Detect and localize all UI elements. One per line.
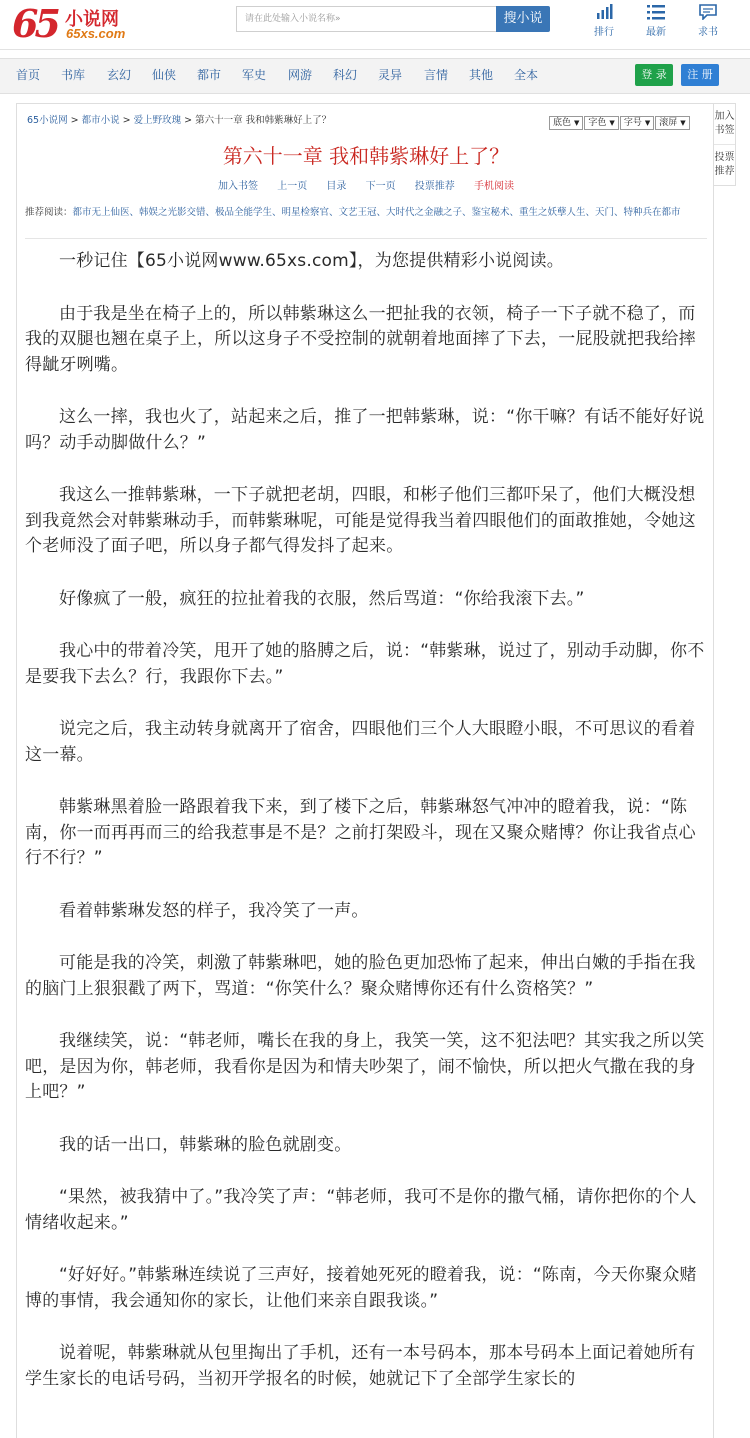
next-page-link[interactable]: 下一页 — [365, 181, 396, 192]
site-logo[interactable] — [12, 2, 142, 46]
ranking-nav[interactable] — [584, 2, 624, 42]
reading-panel — [16, 103, 714, 1438]
nav-item-library[interactable]: 书库 — [61, 68, 86, 82]
breadcrumb-separator: > — [67, 115, 82, 126]
search-button[interactable]: 搜小说 — [496, 6, 550, 32]
logo-url: 65xs.com — [66, 26, 126, 41]
paragraph: 我的话一出口，韩紫琳的脸色就剧变。 — [59, 1134, 352, 1155]
paragraph: 可能是我的冷笑，刺激了韩紫琳吧，她的脸色更加恐怖了起来，伸出白嫩的手指在我的脑门上狠狠戳了两下，骂道：“你笑什么？聚众赌博你还有什么资格笑？” — [25, 953, 696, 999]
vote-recommend-link[interactable]: 投票推荐 — [414, 181, 455, 192]
register-button[interactable]: 注 册 — [681, 64, 719, 86]
paragraph: 我这么一推韩紫琳，一下子就把老胡，四眼，和彬子他们三都吓呆了，他们大概没想到我竟然会对韩紫琳动手，而韩紫琳呢，可能是觉得我当着四眼他们的面敢推她，令她这个老师没了面子吧，所以身子都气得发抖了起来。 — [25, 485, 696, 556]
search-input[interactable]: 请在此处输入小说名称» — [236, 6, 498, 32]
nav-item-urban[interactable]: 都市 — [197, 68, 222, 82]
table-of-contents-link[interactable]: 目录 — [326, 181, 347, 192]
reader-settings — [549, 110, 691, 128]
latest-label: 最新 — [646, 27, 666, 38]
add-bookmark-link[interactable]: 加入书签 — [218, 181, 259, 192]
breadcrumb-site[interactable]: 65小说网 — [27, 115, 68, 126]
paragraph: “果然，被我猜中了。”我冷笑了声：“韩老师，我可不是你的撒气桶，请你把你的个人情绪收起来。” — [25, 1187, 697, 1233]
list-icon — [647, 4, 665, 20]
ranking-label: 排行 — [594, 27, 614, 38]
nav-item-complete[interactable]: 全本 — [514, 68, 539, 82]
breadcrumb — [27, 112, 331, 126]
side-vote-recommend-button[interactable]: 投票推荐 — [714, 152, 735, 177]
auto-scroll-select[interactable] — [655, 116, 689, 130]
recommend-links[interactable]: 都市无上仙医、韩娱之光影交错、极品全能学生、明星检察官、文艺王冠、大时代之金融之子、鉴宝秘术、重生之妖孽人生、天门、特种兵在都市 — [72, 207, 681, 218]
font-size-label: 字号 — [623, 118, 642, 128]
paragraph: “好好好。”韩紫琳连续说了三声好，接着她死死的瞪着我，说：“陈南，今天你聚众赌博的事情，我会通知你的家长，让他们来亲自跟我谈。” — [25, 1265, 697, 1311]
breadcrumb-chapter: 第六十一章 我和韩紫琳好上了？ — [195, 115, 332, 126]
nav-item-home[interactable]: 首页 — [16, 68, 41, 82]
logo-name: 小说网 — [65, 9, 119, 30]
breadcrumb-separator: > — [181, 115, 196, 126]
chevron-down-icon: ▼ — [574, 119, 580, 127]
message-icon — [699, 4, 717, 20]
paragraph: 说完之后，我主动转身就离开了宿舍，四眼他们三个人大眼瞪小眼，不可思议的看着这一幕。 — [25, 719, 696, 765]
chapter-links — [17, 177, 715, 192]
login-button[interactable]: 登 录 — [635, 64, 673, 86]
nav-item-fantasy[interactable]: 玄幻 — [107, 68, 132, 82]
nav-item-other[interactable]: 其他 — [469, 68, 494, 82]
paragraph: 我心中的带着冷笑，甩开了她的胳膊之后，说：“韩紫琳，说过了，别动手动脚，你不是要我下去么？行，我跟你下去。” — [25, 641, 705, 687]
paragraph: 由于我是坐在椅子上的，所以韩紫琳这么一把扯我的衣领，椅子一下子就不稳了，而我的双腿也翘在桌子上，所以这身子不受控制的就朝着地面摔了下去，一屁股就把我给摔得龇牙咧嘴。 — [25, 303, 696, 375]
logo-number: 65 — [12, 1, 57, 46]
font-size-select[interactable] — [620, 116, 654, 130]
chevron-down-icon: ▼ — [609, 119, 615, 127]
divider — [25, 238, 707, 239]
nav-item-romance[interactable]: 言情 — [424, 68, 449, 82]
side-float-toolbar — [714, 103, 736, 186]
nav-item-scifi[interactable]: 科幻 — [333, 68, 358, 82]
nav-item-online-game[interactable]: 网游 — [288, 68, 313, 82]
paragraph: 韩紫琳黑着脸一路跟着我下来，到了楼下之后，韩紫琳怒气冲冲的瞪着我，说：“陈南，你一而再再而三的给我惹事是不是？之前打架殴斗，现在又聚众赌博？你让我省点心行不行？” — [25, 797, 696, 868]
nav-item-xianxia[interactable]: 仙侠 — [152, 68, 177, 82]
font-color-select[interactable] — [584, 116, 618, 130]
paragraph: 好像疯了一般，疯狂的拉扯着我的衣服，然后骂道：“你给我滚下去。” — [59, 588, 585, 609]
paragraph: 这么一摔，我也火了，站起来之后，推了一把韩紫琳，说：“你干嘛？有话不能好好说吗？动手动脚做什么？” — [25, 407, 705, 453]
recommend-label: 推荐阅读： — [25, 207, 73, 218]
breadcrumb-book[interactable]: 爱上野玫瑰 — [133, 115, 182, 126]
paragraph: 看着韩紫琳发怒的样子，我冷笑了一声。 — [59, 900, 369, 921]
paragraph: 说着呢，韩紫琳就从包里掏出了手机，还有一本号码本，那本号码本上面记着她所有学生家长的电话号码，当初开学报名的时候，她就记下了全部学生家长的 — [25, 1343, 696, 1389]
font-color-label: 字色 — [588, 118, 607, 128]
recommended-reading — [25, 206, 715, 219]
nav-item-military[interactable]: 军史 — [242, 68, 267, 82]
site-header — [0, 0, 750, 50]
latest-nav[interactable] — [636, 2, 676, 42]
background-color-select[interactable] — [549, 116, 583, 130]
breadcrumb-category[interactable]: 都市小说 — [81, 115, 120, 126]
side-add-bookmark-button[interactable]: 加入书签 — [714, 104, 735, 145]
chapter-title: 第六十一章 我和韩紫琳好上了？ — [222, 144, 510, 168]
auto-scroll-label: 滚屏 — [659, 118, 678, 128]
chapter-content — [25, 249, 709, 1419]
background-color-label: 底色 — [553, 118, 572, 128]
request-label: 求书 — [698, 27, 718, 38]
chevron-down-icon: ▼ — [644, 119, 651, 127]
mobile-read-link[interactable]: 手机阅读 — [473, 181, 514, 192]
main-nav — [0, 58, 750, 94]
nav-item-supernatural[interactable]: 灵异 — [378, 68, 403, 82]
paragraph: 我继续笑，说：“韩老师，嘴长在我的身上，我笑一笑，这不犯法吧？其实我之所以笑吧，是因为你，韩老师，我看你是因为和情夫吵架了，闹不愉快，所以把火气撒在我的身上吧？” — [25, 1031, 705, 1102]
breadcrumb-separator: > — [119, 115, 134, 126]
ranking-icon — [595, 4, 613, 20]
request-nav[interactable] — [688, 2, 728, 42]
prev-page-link[interactable]: 上一页 — [277, 181, 308, 192]
chevron-down-icon: ▼ — [680, 119, 686, 127]
paragraph: 一秒记住【65小说网www.65xs.com】，为您提供精彩小说阅读。 — [59, 251, 564, 271]
